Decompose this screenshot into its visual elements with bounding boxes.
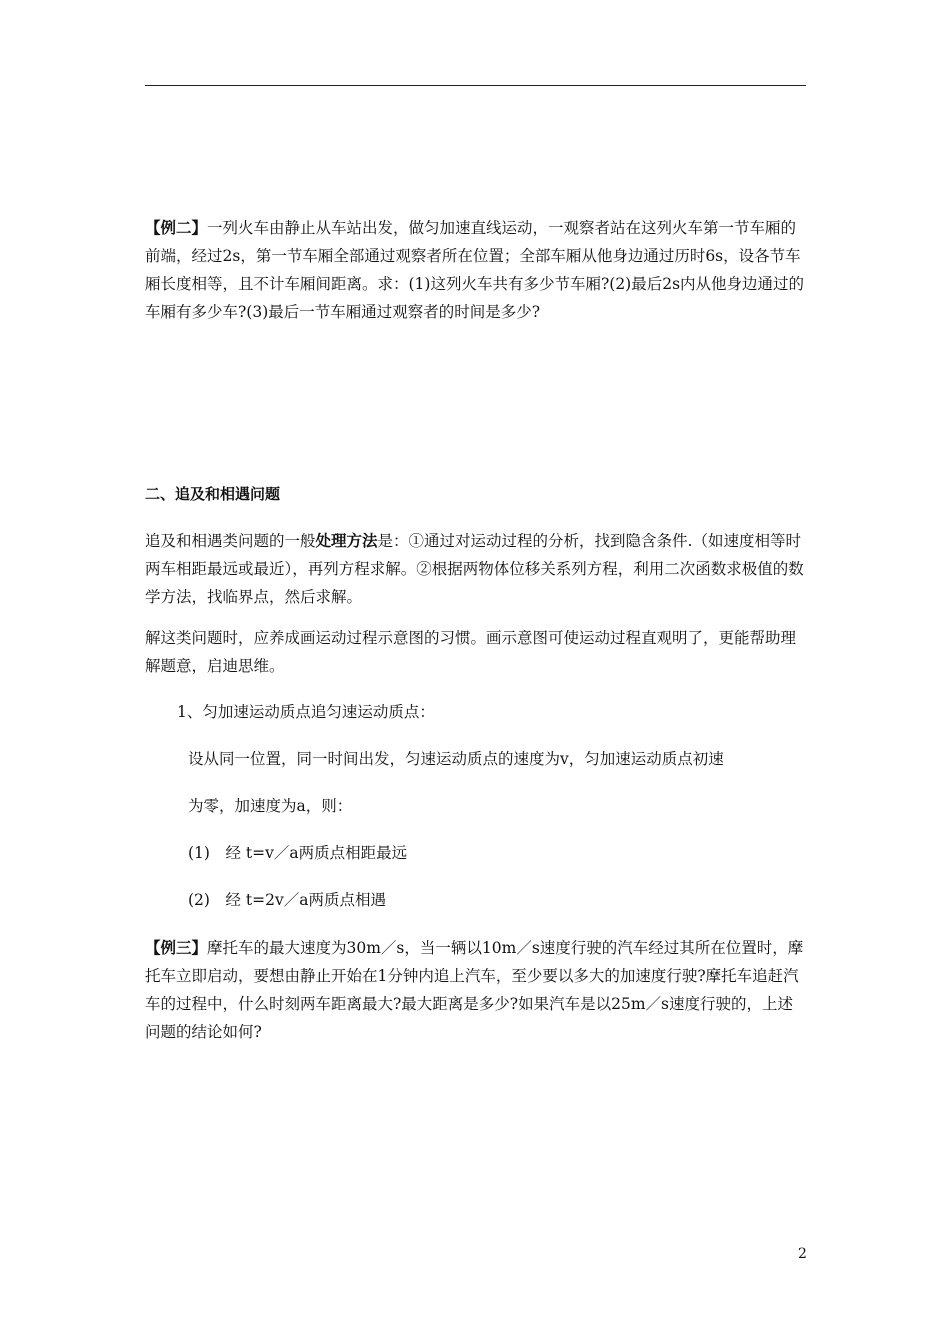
example-3-label: 【例三】 — [145, 939, 208, 957]
example-3 — [145, 934, 807, 1046]
paragraph-1-bold: 处理方法 — [315, 532, 378, 550]
page-number: 2 — [798, 1246, 807, 1262]
header-rule — [145, 85, 806, 86]
item-1-desc-1: 设从同一位置，同一时间出发，匀速运动质点的速度为v，匀加速运动质点初速 — [188, 750, 724, 768]
item-1: 1、匀加速运动质点追匀速运动质点： — [177, 703, 435, 721]
paragraph-1-rest: 是：①通过对运动过程的分析，找到隐含条件.（如速度相等时两车相距最远或最近），再列方程求解。②根据两物体位移关系列方程，利用二次函数求极值的数学方法，找临界点，然后求解。 — [145, 532, 804, 606]
example-2-label: 【例二】 — [145, 219, 208, 237]
item-1-desc-2: 为零，加速度为a，则： — [188, 797, 353, 815]
paragraph-1-start: 追及和相遇类问题的一般 — [145, 532, 316, 550]
section-2-paragraph-1 — [145, 527, 807, 611]
condition-1: (1) 经 t=v／a两质点相距最远 — [188, 844, 408, 862]
condition-2: (2) 经 t=2v／a两质点相遇 — [188, 891, 386, 909]
example-2 — [145, 214, 807, 326]
section-2-heading: 二、追及和相遇问题 — [145, 485, 281, 503]
section-2-paragraph-2: 解这类问题时，应养成画运动过程示意图的习惯。画示意图可使运动过程直观明了，更能帮助理解题意，启迪思维。 — [145, 629, 797, 675]
example-3-text: 摩托车的最大速度为30m／s，当一辆以10m／s速度行驶的汽车经过其所在位置时，摩托车立即启动，要想由静止开始在1分钟内追上汽车，至少要以多大的加速度行驶?摩托车追赶汽车的过程中，什么时刻两车距离最大?最大距离是多少?如果汽车是以25m／s速度行驶的，上述问题的结论如何? — [145, 939, 804, 1041]
example-2-text: 一列火车由静止从车站出发，做匀加速直线运动，一观察者站在这列火车第一节车厢的前端，经过2s，第一节车厢全部通过观察者所在位置；全部车厢从他身边通过历时6s，设各节车厢长度相等，且不计车厢间距离。求：(1)这列火车共有多少节车厢?(2)最后2s内从他身边通过的车厢有多少车?(3)最后一节车厢通过观察者的时间是多少? — [145, 219, 805, 321]
